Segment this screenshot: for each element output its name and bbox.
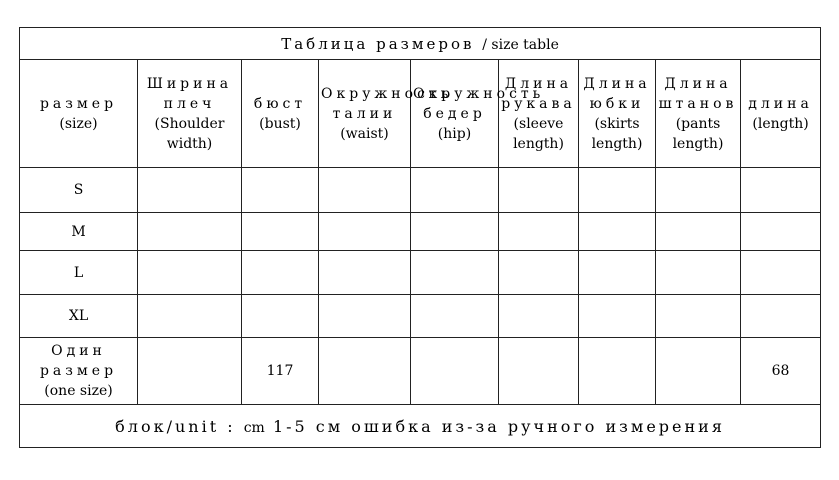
footer-note bbox=[20, 405, 821, 448]
table-cell bbox=[319, 338, 411, 405]
table-cell: 68 bbox=[741, 338, 821, 405]
table-cell bbox=[499, 251, 579, 295]
size-cell: Один размер (one size) bbox=[20, 338, 138, 405]
table-row bbox=[20, 251, 821, 295]
table-cell bbox=[319, 168, 411, 213]
table-cell bbox=[656, 251, 741, 295]
table-title bbox=[20, 28, 821, 60]
table-row bbox=[20, 338, 821, 405]
table-cell bbox=[319, 295, 411, 338]
column-header-hip: Окружность бедер (hip) bbox=[411, 60, 499, 168]
table-cell bbox=[138, 168, 242, 213]
column-header-waist: Окружность талии (waist) bbox=[319, 60, 411, 168]
table-cell bbox=[499, 338, 579, 405]
column-header-length: длина (length) bbox=[741, 60, 821, 168]
table-cell bbox=[656, 338, 741, 405]
table-cell bbox=[138, 338, 242, 405]
header-row bbox=[20, 60, 821, 168]
column-header-skirts-length: Длина юбки (skirts length) bbox=[579, 60, 656, 168]
table-cell bbox=[319, 213, 411, 251]
size-table bbox=[19, 27, 821, 448]
table-cell bbox=[242, 251, 319, 295]
column-header-pants-length: Длина штанов (pants length) bbox=[656, 60, 741, 168]
column-header-bust: бюст (bust) bbox=[242, 60, 319, 168]
table-cell bbox=[411, 251, 499, 295]
size-cell: L bbox=[20, 251, 138, 295]
table-cell bbox=[411, 168, 499, 213]
table-cell bbox=[242, 168, 319, 213]
table-title-en: / size table bbox=[482, 36, 559, 53]
table-cell bbox=[499, 295, 579, 338]
table-cell bbox=[656, 168, 741, 213]
table-cell bbox=[741, 295, 821, 338]
table-row bbox=[20, 213, 821, 251]
table-cell bbox=[741, 213, 821, 251]
table-row bbox=[20, 295, 821, 338]
footer-unit-label: блок/unit : bbox=[115, 416, 236, 436]
footer-row bbox=[20, 405, 821, 448]
table-cell bbox=[579, 168, 656, 213]
table-cell bbox=[656, 295, 741, 338]
table-cell bbox=[579, 251, 656, 295]
footer-measurement-note: 1-5 см ошибка из-за ручного измерения bbox=[272, 416, 725, 436]
footer-unit: cm bbox=[243, 419, 265, 436]
table-cell bbox=[741, 251, 821, 295]
table-cell bbox=[319, 251, 411, 295]
table-cell bbox=[579, 295, 656, 338]
table-cell bbox=[411, 338, 499, 405]
table-cell bbox=[138, 295, 242, 338]
column-header-size: размер (size) bbox=[20, 60, 138, 168]
table-cell bbox=[242, 295, 319, 338]
table-cell bbox=[499, 213, 579, 251]
table-cell bbox=[499, 168, 579, 213]
table-cell bbox=[138, 251, 242, 295]
size-cell: S bbox=[20, 168, 138, 213]
table-cell: 117 bbox=[242, 338, 319, 405]
size-cell: XL bbox=[20, 295, 138, 338]
table-cell bbox=[411, 213, 499, 251]
table-cell bbox=[411, 295, 499, 338]
size-cell: M bbox=[20, 213, 138, 251]
table-cell bbox=[138, 213, 242, 251]
table-cell bbox=[242, 213, 319, 251]
column-header-sleeve-length: Длина рукава (sleeve length) bbox=[499, 60, 579, 168]
table-row bbox=[20, 168, 821, 213]
table-cell bbox=[579, 338, 656, 405]
table-title-ru: Таблица размеров bbox=[281, 34, 475, 53]
table-cell bbox=[656, 213, 741, 251]
table-cell bbox=[579, 213, 656, 251]
column-header-shoulder-width: Ширина плеч (Shoulder width) bbox=[138, 60, 242, 168]
title-row bbox=[20, 28, 821, 60]
table-cell bbox=[741, 168, 821, 213]
